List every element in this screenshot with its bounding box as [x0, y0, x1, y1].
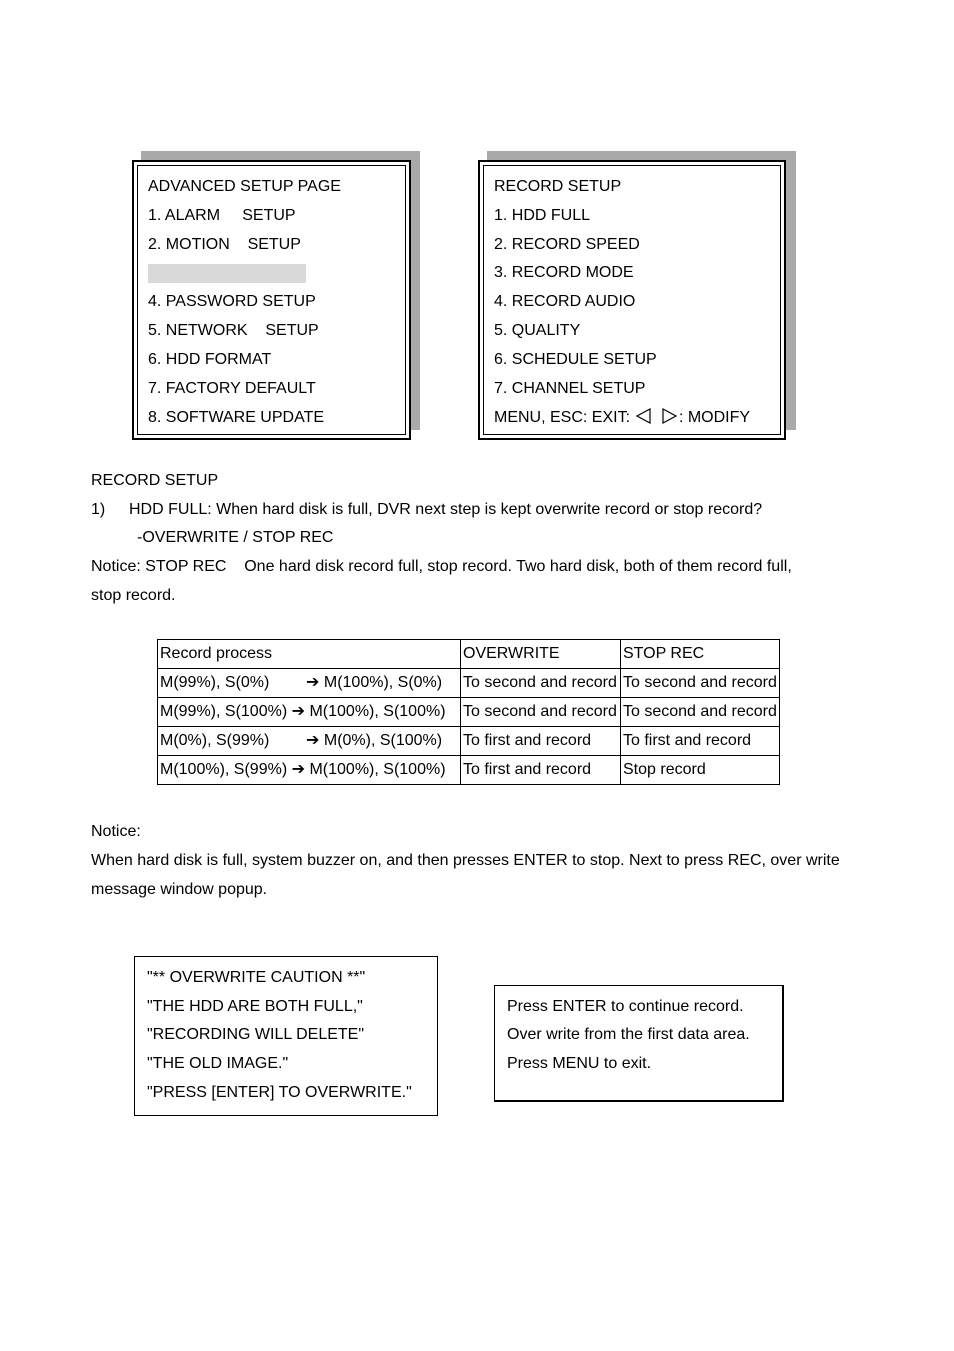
table-row	[158, 727, 780, 756]
table-cell: To first and record	[621, 727, 780, 756]
table-cell: Stop record	[621, 756, 780, 785]
explain-line: Over write from the first data area.	[507, 1026, 750, 1043]
menu-item-record-speed[interactable]: 2. RECORD SPEED	[494, 236, 640, 253]
menu-item-factory-default[interactable]: 7. FACTORY DEFAULT	[148, 380, 316, 397]
table-cell-process: M(99%), S(100%) ➔ M(100%), S(100%)	[158, 698, 461, 727]
menu-item-alarm-setup[interactable]: 1. ALARM SETUP	[148, 207, 296, 224]
menu-item-hdd-format[interactable]: 6. HDD FORMAT	[148, 351, 272, 368]
caution-line: "PRESS [ENTER] TO OVERWRITE."	[147, 1084, 412, 1101]
right-arrow-icon: ➔	[291, 761, 310, 778]
table-cell: To second and record	[621, 698, 780, 727]
table-header-cell: OVERWRITE	[461, 640, 621, 669]
menu-item-record-audio[interactable]: 4. RECORD AUDIO	[494, 293, 636, 310]
advanced-menu-title: ADVANCED SETUP PAGE	[148, 178, 341, 195]
table-header-cell: STOP REC	[621, 640, 780, 669]
notice-2-line-2: message window popup.	[91, 881, 268, 898]
menu-item-motion-setup[interactable]: 2. MOTION SETUP	[148, 236, 301, 253]
notice-2-label: Notice:	[91, 823, 141, 840]
table-cell-process: M(0%), S(99%) ➔ M(0%), S(100%)	[158, 727, 461, 756]
table-cell-process: M(100%), S(99%) ➔ M(100%), S(100%)	[158, 756, 461, 785]
menu-item-highlighted-blank[interactable]	[148, 264, 306, 283]
footer-exit-label: MENU, ESC: EXIT:	[494, 409, 631, 426]
notice-1-line-2: stop record.	[91, 587, 176, 604]
menu-item-quality[interactable]: 5. QUALITY	[494, 322, 581, 339]
caution-line: "THE HDD ARE BOTH FULL,"	[147, 998, 363, 1015]
menu-item-network-setup[interactable]: 5. NETWORK SETUP	[148, 322, 319, 339]
explain-line: Press ENTER to continue record.	[507, 998, 744, 1015]
table-cell: To second and record	[621, 669, 780, 698]
explain-line: Press MENU to exit.	[507, 1055, 652, 1072]
popup-explanation-box	[494, 985, 784, 1102]
menu-item-record-mode[interactable]: 3. RECORD MODE	[494, 264, 634, 281]
caution-line: "THE OLD IMAGE."	[147, 1055, 289, 1072]
overwrite-caution-popup	[134, 956, 438, 1116]
table-row	[158, 756, 780, 785]
table-header-row	[158, 640, 780, 669]
right-arrow-icon: ➔	[291, 703, 310, 720]
menu-item-hdd-full[interactable]: 1. HDD FULL	[494, 207, 591, 224]
menu-item-schedule-setup[interactable]: 6. SCHEDULE SETUP	[494, 351, 657, 368]
item-1-number: 1)	[91, 501, 106, 518]
right-arrow-icon: ➔	[306, 732, 324, 749]
record-process-table	[157, 639, 780, 785]
table-cell: To first and record	[461, 727, 621, 756]
record-menu-footer	[494, 408, 750, 428]
table-row	[158, 669, 780, 698]
table-row	[158, 698, 780, 727]
caution-line: "** OVERWRITE CAUTION **"	[147, 969, 366, 986]
item-1-options: -OVERWRITE / STOP REC	[137, 529, 334, 546]
menu-item-password-setup[interactable]: 4. PASSWORD SETUP	[148, 293, 316, 310]
menu-item-software-update[interactable]: 8. SOFTWARE UPDATE	[148, 409, 325, 426]
caution-line: "RECORDING WILL DELETE"	[147, 1026, 365, 1043]
right-triangle-icon	[659, 408, 679, 424]
table-cell: To second and record	[461, 698, 621, 727]
record-menu-title: RECORD SETUP	[494, 178, 622, 195]
right-arrow-icon: ➔	[306, 674, 324, 691]
item-1-text: HDD FULL: When hard disk is full, DVR next step is kept overwrite record or stop record?	[129, 501, 763, 518]
notice-2-line-1: When hard disk is full, system buzzer on, and then presses ENTER to stop. Next to press REC, over write	[91, 852, 840, 869]
section-heading: RECORD SETUP	[91, 472, 219, 489]
table-cell: To second and record	[461, 669, 621, 698]
notice-1-line-1: Notice: STOP REC One hard disk record full, stop record. Two hard disk, both of them record full,	[91, 558, 792, 575]
record-setup-menu	[478, 160, 786, 440]
left-triangle-icon	[634, 408, 654, 424]
table-cell: To first and record	[461, 756, 621, 785]
table-header-cell: Record process	[158, 640, 461, 669]
footer-modify-label: : MODIFY	[678, 409, 751, 426]
menu-item-channel-setup[interactable]: 7. CHANNEL SETUP	[494, 380, 646, 397]
advanced-setup-menu	[132, 160, 411, 440]
table-cell-process: M(99%), S(0%) ➔ M(100%), S(0%)	[158, 669, 461, 698]
